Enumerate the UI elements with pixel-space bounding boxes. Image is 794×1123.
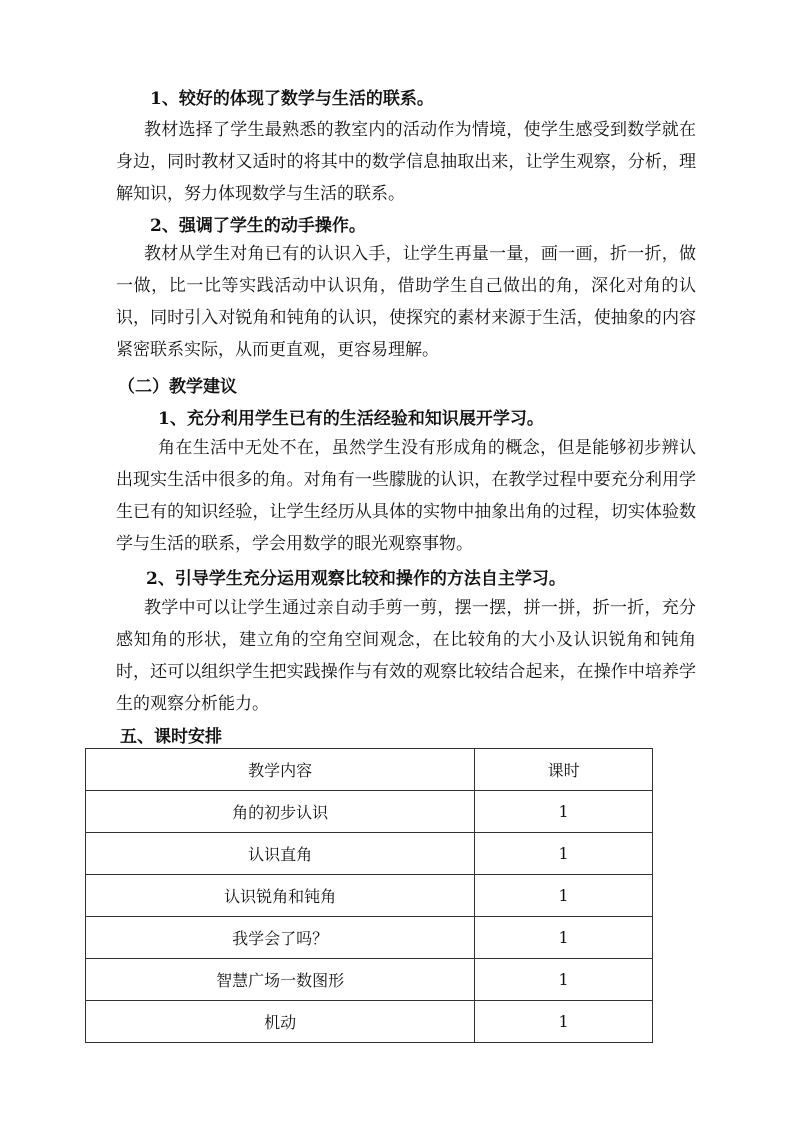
table-header-row xyxy=(86,749,653,791)
paragraph-observation-comparison: 教学中可以让学生通过亲自动手剪一剪，摆一摆，拼一拼，折一折，充分感知角的形状，建立角的空角空间观念，在比较角的大小及认识锐角和钝角时，还可以组织学生把实践操作与有效的观察比较结合起来，在操作中培养学生的观察分析能力。 xyxy=(116,598,696,714)
row-hours: 1 xyxy=(475,917,653,959)
row-content: 角的初步认识 xyxy=(86,791,475,833)
row-hours: 1 xyxy=(475,875,653,917)
header-content: 教学内容 xyxy=(86,749,475,791)
row-hours: 1 xyxy=(475,1001,653,1043)
row-hours: 1 xyxy=(475,791,653,833)
heading-observation-comparison: 2、引导学生充分运用观察比较和操作的方法自主学习。 xyxy=(146,569,566,589)
row-content: 认识锐角和钝角 xyxy=(86,875,475,917)
row-content: 机动 xyxy=(86,1001,475,1043)
heading-hands-on-operation: 2、强调了学生的动手操作。 xyxy=(150,216,366,236)
table-row xyxy=(86,875,653,917)
table-row xyxy=(86,917,653,959)
heading-teaching-suggestions: （二）教学建议 xyxy=(118,377,237,397)
header-hours: 课时 xyxy=(475,749,653,791)
paragraph-hands-on-operation: 教材从学生对角已有的认识入手，让学生再量一量，画一画，折一折，做一做，比一比等实践活动中认识角，借助学生自己做出的角，深化对角的认识，同时引入对锐角和钝角的认识，使探究的素材来源于生活，使抽象的内容紧密联系实际，从而更直观，更容易理解。 xyxy=(116,244,696,360)
table-row xyxy=(86,833,653,875)
heading-lesson-schedule: 五、课时安排 xyxy=(120,727,222,747)
row-content: 认识直角 xyxy=(86,833,475,875)
table-row xyxy=(86,1001,653,1043)
paragraph-use-prior-experience: 角在生活中无处不在，虽然学生没有形成角的概念，但是能够初步辨认出现实生活中很多的角。对角有一些朦胧的认识，在教学过程中要充分利用学生已有的知识经验，让学生经历从具体的实物中抽象出角的过程，切实体验数学与生活的联系，学会用数学的眼光观察事物。 xyxy=(116,438,696,554)
row-hours: 1 xyxy=(475,833,653,875)
paragraph-math-life-connection: 教材选择了学生最熟悉的教室内的活动作为情境，使学生感受到数学就在身边，同时教材又适时的将其中的数学信息抽取出来，让学生观察，分析，理解知识，努力体现数学与生活的联系。 xyxy=(116,120,696,204)
row-hours: 1 xyxy=(475,959,653,1001)
table-row xyxy=(86,791,653,833)
lesson-schedule-table xyxy=(85,748,653,1043)
heading-math-life-connection: 1、较好的体现了数学与生活的联系。 xyxy=(150,89,434,109)
row-content: 智慧广场一数图形 xyxy=(86,959,475,1001)
row-content: 我学会了吗？ xyxy=(86,917,475,959)
heading-use-prior-experience: 1、充分利用学生已有的生活经验和知识展开学习。 xyxy=(158,409,544,429)
table-row xyxy=(86,959,653,1001)
